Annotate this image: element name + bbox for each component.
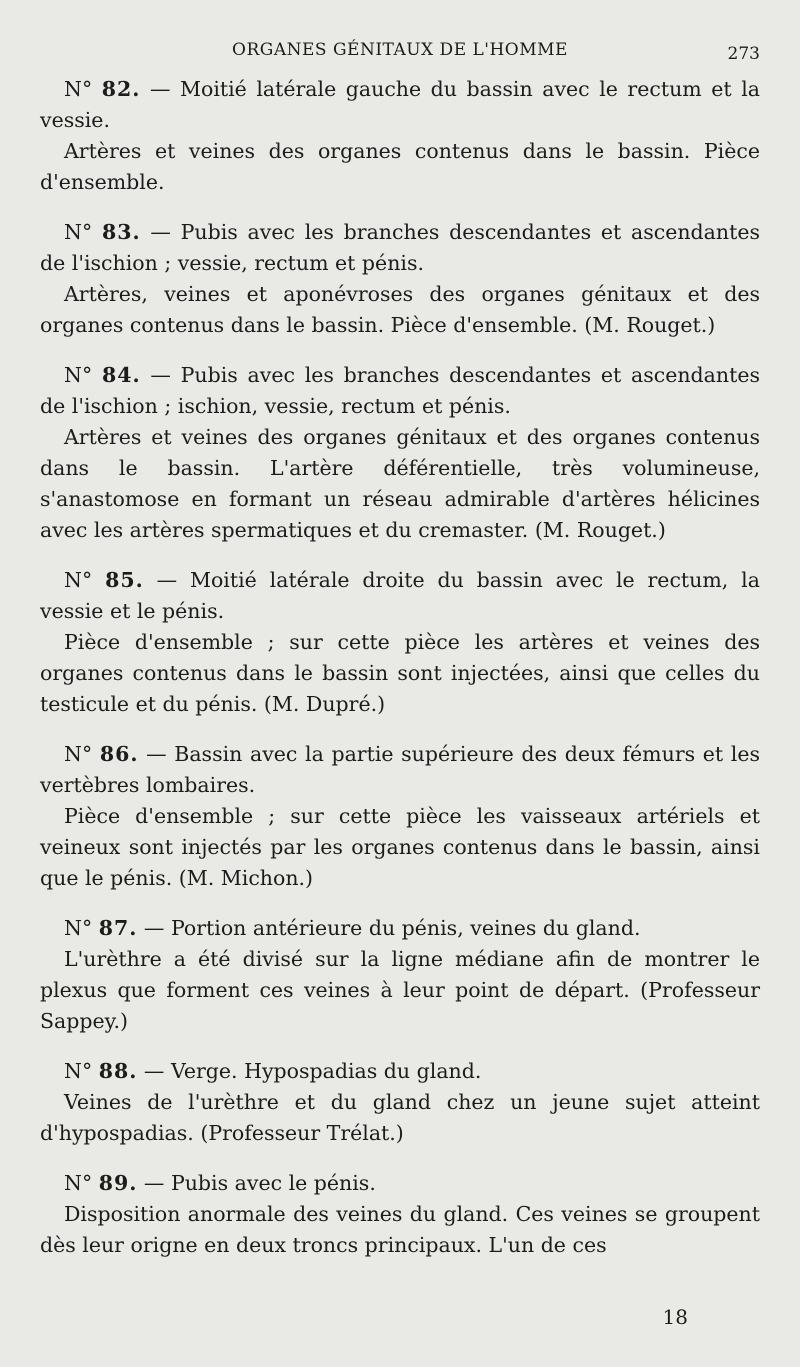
entry-number: 85.	[105, 568, 144, 592]
entry-number: 83.	[101, 220, 141, 244]
signature-mark: 18	[662, 1305, 688, 1329]
catalog-entry-88	[40, 1056, 760, 1149]
entry-number: 84.	[101, 363, 141, 387]
entry-no-prefix: N°	[64, 220, 93, 244]
entry-description: Disposition anormale des veines du gland. Ces veines se groupent dès leur origne en deux troncs principaux. L'un de ces	[40, 1202, 760, 1257]
catalog-entry-84	[40, 360, 760, 546]
entry-description: Pièce d'ensemble ; sur cette pièce les artères et veines des organes contenus dans le bassin sont injectées, ainsi que celles du testicule et du pénis. (M. Dupré.)	[40, 630, 760, 716]
entry-title: — Pubis avec le pénis.	[143, 1171, 376, 1195]
entry-description: Veines de l'urèthre et du gland chez un jeune sujet atteint d'hypospadias. (Professeur Trélat.)	[40, 1090, 760, 1145]
entry-no-prefix: N°	[64, 77, 93, 101]
page-header	[40, 34, 760, 74]
catalog-entry-85	[40, 565, 760, 720]
entry-title: — Portion antérieure du pénis, veines du gland.	[143, 916, 641, 940]
entry-number: 82.	[101, 77, 141, 101]
entry-description: Artères et veines des organes contenus dans le bassin. Pièce d'ensemble.	[40, 139, 760, 194]
entry-no-prefix: N°	[64, 568, 93, 592]
catalog-entry-87	[40, 913, 760, 1037]
entry-no-prefix: N°	[64, 916, 93, 940]
entry-description: Artères et veines des organes génitaux et des organes contenus dans le bassin. L'artère déférentielle, très volumineuse, s'anastomose en formant un réseau admirable d'artères hélicines avec les artères spermatiques et du cremaster. (M. Rouget.)	[40, 425, 760, 542]
page-number: 273	[727, 44, 760, 64]
running-head: ORGANES GÉNITAUX DE L'HOMME	[232, 40, 568, 60]
entry-number: 87.	[98, 916, 138, 940]
entry-description: Pièce d'ensemble ; sur cette pièce les vaisseaux artériels et veineux sont injectés par les organes contenus dans le bassin, ainsi que le pénis. (M. Michon.)	[40, 804, 760, 890]
entry-title: — Pubis avec les branches descendantes et ascendantes de l'ischion ; ischion, vessie, rectum et pénis.	[40, 363, 760, 418]
entry-no-prefix: N°	[64, 1059, 93, 1083]
entry-no-prefix: N°	[64, 1171, 93, 1195]
entry-title: — Bassin avec la partie supérieure des deux fémurs et les vertèbres lombaires.	[40, 742, 760, 797]
catalog-entry-86	[40, 739, 760, 894]
catalog-entry-82	[40, 74, 760, 198]
entry-no-prefix: N°	[64, 363, 93, 387]
entry-title: — Verge. Hypospadias du gland.	[143, 1059, 482, 1083]
catalog-entry-83	[40, 217, 760, 341]
entry-description: Artères, veines et aponévroses des organes génitaux et des organes contenus dans le bassin. Pièce d'ensemble. (M. Rouget.)	[40, 282, 760, 337]
entry-number: 86.	[99, 742, 139, 766]
entry-description: L'urèthre a été divisé sur la ligne médiane afin de montrer le plexus que forment ces veines à leur point de départ. (Professeur Sappey.)	[40, 947, 760, 1033]
entry-number: 88.	[98, 1059, 138, 1083]
entry-title: — Pubis avec les branches descendantes et ascendantes de l'ischion ; vessie, rectum et pénis.	[40, 220, 760, 275]
entry-no-prefix: N°	[64, 742, 93, 766]
entry-number: 89.	[98, 1171, 138, 1195]
entry-title: — Moitié latérale gauche du bassin avec le rectum et la vessie.	[40, 77, 760, 132]
catalog-entry-89	[40, 1168, 760, 1261]
entry-title: — Moitié latérale droite du bassin avec le rectum, la vessie et le pénis.	[40, 568, 760, 623]
